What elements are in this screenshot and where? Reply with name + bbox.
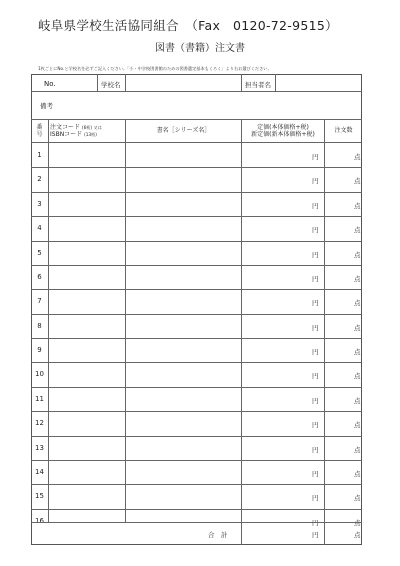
row-number: 6 bbox=[37, 272, 42, 281]
row-yen-unit: 円 bbox=[312, 226, 319, 235]
row-yen-unit: 円 bbox=[312, 348, 319, 356]
row-qty-unit: 点 bbox=[354, 177, 361, 186]
row-qty-unit: 点 bbox=[354, 518, 361, 527]
divider bbox=[31, 142, 362, 143]
total-yen: 円 bbox=[312, 531, 319, 539]
person-input[interactable] bbox=[276, 75, 361, 90]
col-header-num-2: 号 bbox=[36, 131, 43, 138]
col-header-title: 書名［シリーズ名］ bbox=[156, 127, 211, 134]
row-yen-unit: 円 bbox=[312, 372, 319, 381]
code-label-2-note: (13桁) bbox=[84, 132, 97, 137]
col-header-qty: 注文数 bbox=[334, 127, 353, 134]
row-qty-unit: 点 bbox=[354, 153, 361, 161]
row-yen-unit: 円 bbox=[312, 177, 319, 186]
column-line bbox=[241, 119, 242, 545]
column-line bbox=[324, 119, 325, 545]
row-yen-unit: 円 bbox=[312, 518, 319, 527]
row-yen-unit: 円 bbox=[312, 250, 319, 259]
row-divider bbox=[31, 216, 362, 217]
row-qty-unit: 点 bbox=[354, 396, 361, 405]
row-qty-unit: 点 bbox=[354, 445, 361, 454]
row-divider bbox=[31, 241, 362, 242]
row-divider bbox=[31, 167, 362, 168]
person-label: 担当者名 bbox=[245, 81, 271, 89]
divider bbox=[97, 74, 98, 91]
divider bbox=[31, 522, 362, 523]
row-divider bbox=[31, 436, 362, 437]
row-yen-unit: 円 bbox=[312, 323, 319, 332]
row-qty-unit: 点 bbox=[354, 494, 361, 503]
no-label: No. bbox=[44, 80, 56, 88]
col-header-num-1: 番 bbox=[36, 124, 43, 131]
row-number: 2 bbox=[37, 175, 42, 184]
row-qty-unit: 点 bbox=[354, 226, 361, 235]
row-number: 7 bbox=[37, 297, 42, 306]
code-label-1-note: (6桁) 又は bbox=[81, 125, 102, 130]
column-line bbox=[125, 119, 126, 522]
row-qty-unit: 点 bbox=[354, 421, 361, 430]
row-yen-unit: 円 bbox=[312, 494, 319, 503]
row-divider bbox=[31, 265, 362, 266]
row-number: 5 bbox=[37, 248, 42, 257]
row-divider bbox=[31, 289, 362, 290]
row-qty-unit: 点 bbox=[354, 274, 361, 283]
row-number: 4 bbox=[37, 224, 42, 233]
school-input[interactable] bbox=[126, 75, 240, 90]
row-divider bbox=[31, 338, 362, 339]
school-label: 学校名 bbox=[101, 81, 121, 89]
row-qty-unit: 点 bbox=[354, 250, 361, 259]
row-divider bbox=[31, 192, 362, 193]
row-yen-unit: 円 bbox=[312, 421, 319, 430]
row-yen-unit: 円 bbox=[312, 201, 319, 210]
row-qty-unit: 点 bbox=[354, 372, 361, 381]
row-divider bbox=[31, 411, 362, 412]
row-number: 10 bbox=[35, 370, 44, 379]
row-number: 14 bbox=[35, 467, 44, 476]
remarks-input[interactable] bbox=[70, 92, 360, 119]
instruction-note: 1枚ごとにNo.と学校名を必ずご記入ください。「小・中学校図書館のための図書選定基本もくろく」より右お選びください。 bbox=[38, 66, 272, 71]
row-divider bbox=[31, 314, 362, 315]
row-divider bbox=[31, 362, 362, 363]
price-label-1: 定価(本体価格+税) bbox=[257, 124, 309, 131]
column-line bbox=[48, 119, 49, 522]
code-label-2: ISBNコード bbox=[50, 131, 83, 138]
row-number: 3 bbox=[37, 199, 42, 208]
form-title: 岐阜県学校生活協同組合 （Fax 0120-72-9515） bbox=[38, 18, 338, 33]
row-yen-unit: 円 bbox=[312, 396, 319, 405]
row-divider bbox=[31, 460, 362, 461]
row-yen-unit: 円 bbox=[312, 274, 319, 283]
row-yen-unit: 円 bbox=[312, 469, 319, 478]
row-number: 9 bbox=[37, 346, 42, 354]
col-header-num bbox=[31, 124, 48, 138]
row-number: 15 bbox=[35, 492, 44, 501]
row-qty-unit: 点 bbox=[354, 201, 361, 210]
divider bbox=[241, 74, 242, 91]
remarks-label: 備考 bbox=[40, 102, 53, 110]
row-yen-unit: 円 bbox=[312, 299, 319, 308]
total-ten: 点 bbox=[354, 531, 361, 539]
row-number: 16 bbox=[35, 516, 44, 525]
row-number: 1 bbox=[37, 151, 42, 159]
row-qty-unit: 点 bbox=[354, 348, 361, 356]
code-label-1: 注文コード bbox=[50, 124, 81, 131]
row-yen-unit: 円 bbox=[312, 445, 319, 454]
row-divider bbox=[31, 387, 362, 388]
row-number: 8 bbox=[37, 321, 42, 330]
row-qty-unit: 点 bbox=[354, 469, 361, 478]
row-divider bbox=[31, 484, 362, 485]
row-qty-unit: 点 bbox=[354, 323, 361, 332]
row-number: 13 bbox=[35, 443, 44, 452]
col-header-price bbox=[242, 124, 324, 138]
total-label: 合 計 bbox=[208, 531, 228, 539]
row-number: 11 bbox=[35, 394, 44, 403]
col-header-code bbox=[50, 124, 125, 138]
price-label-2: 新定価(新本体価格+税) bbox=[251, 131, 315, 138]
row-yen-unit: 円 bbox=[312, 153, 319, 161]
divider bbox=[31, 119, 362, 120]
row-qty-unit: 点 bbox=[354, 299, 361, 308]
row-number: 12 bbox=[35, 419, 44, 428]
row-divider bbox=[31, 509, 362, 510]
form-subtitle: 図書（書籍）注文書 bbox=[155, 43, 245, 54]
